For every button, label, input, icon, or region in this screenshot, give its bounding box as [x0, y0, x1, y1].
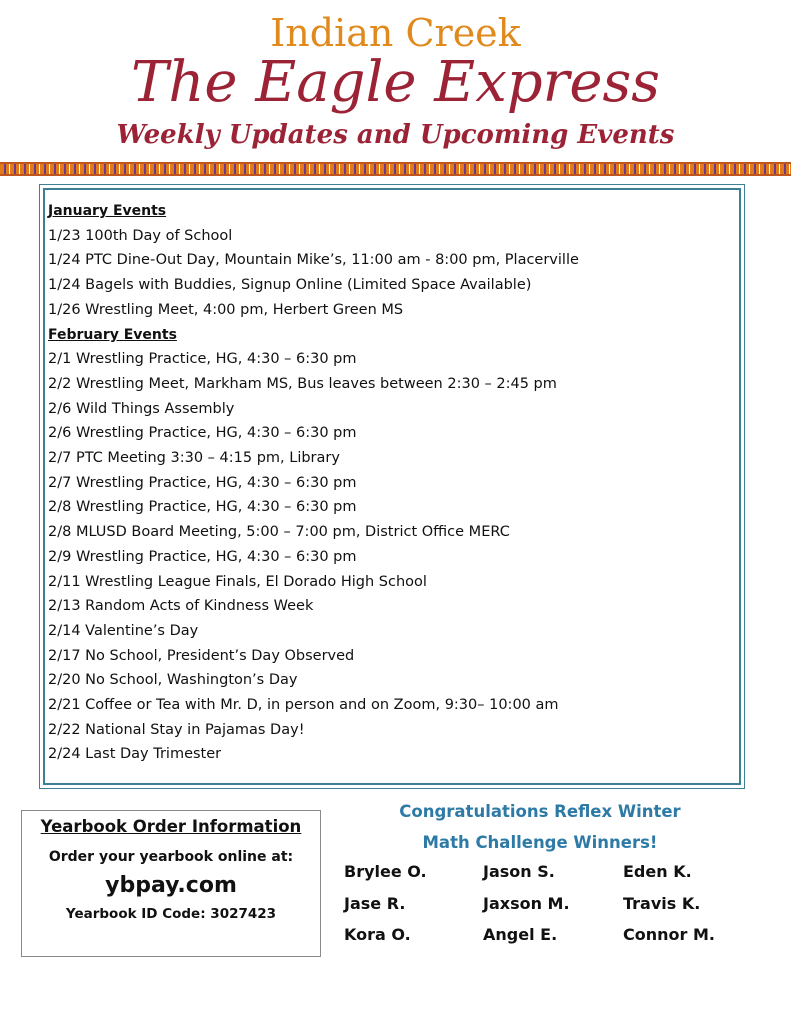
- yearbook-instruction: Order your yearbook online at:: [48, 849, 294, 865]
- congrats-line-1: Congratulations Reflex Winter: [399, 802, 681, 821]
- event-item: 1/24 PTC Dine-Out Day, Mountain Mike’s, 11:00 am - 8:00 pm, Placerville: [48, 252, 579, 269]
- events-section-heading: February Events: [48, 326, 177, 343]
- newsletter-title: The Eagle Express: [130, 50, 661, 115]
- event-item: 1/23 100th Day of School: [48, 227, 233, 244]
- event-item: 2/6 Wild Things Assembly: [48, 400, 235, 417]
- congrats-heading: [330, 796, 750, 858]
- events-box: [39, 184, 745, 789]
- event-item: 2/11 Wrestling League Finals, El Dorado High School: [48, 573, 427, 590]
- winners-grid: [344, 856, 764, 951]
- event-item: 2/22 National Stay in Pajamas Day!: [48, 721, 305, 738]
- winner-name: Connor M.: [623, 925, 715, 944]
- yearbook-title: Yearbook Order Information: [40, 817, 302, 836]
- event-item: 2/21 Coffee or Tea with Mr. D, in person and on Zoom, 9:30– 10:00 am: [48, 697, 559, 714]
- event-item: 1/24 Bagels with Buddies, Signup Online (Limited Space Available): [48, 277, 532, 294]
- winner-name: Eden K.: [623, 862, 692, 881]
- congrats-line-2: Math Challenge Winners!: [422, 833, 658, 852]
- yearbook-website-link[interactable]: ybpay.com: [105, 873, 237, 898]
- decorative-stripe-divider: [0, 162, 791, 176]
- yearbook-id-code: Yearbook ID Code: 3027423: [65, 906, 277, 922]
- event-item: 2/8 Wrestling Practice, HG, 4:30 – 6:30 pm: [48, 499, 357, 516]
- winner-name: Jaxson M.: [483, 893, 570, 913]
- event-item: 2/8 MLUSD Board Meeting, 5:00 – 7:00 pm, District Office MERC: [48, 524, 510, 541]
- events-list: [48, 199, 579, 767]
- winner-name: Travis K.: [623, 893, 701, 913]
- event-item: 2/13 Random Acts of Kindness Week: [48, 598, 314, 615]
- event-item: 2/20 No School, Washington’s Day: [48, 672, 298, 689]
- winner-name: Jase R.: [344, 893, 406, 913]
- event-item: 2/14 Valentine’s Day: [48, 622, 199, 639]
- school-name: Indian Creek: [270, 11, 521, 55]
- event-item: 2/7 Wrestling Practice, HG, 4:30 – 6:30 pm: [48, 474, 357, 491]
- event-item: 2/9 Wrestling Practice, HG, 4:30 – 6:30 pm: [48, 548, 357, 565]
- winner-name: Brylee O.: [344, 862, 427, 881]
- newsletter-subtitle: Weekly Updates and Upcoming Events: [116, 120, 675, 150]
- event-item: 1/26 Wrestling Meet, 4:00 pm, Herbert Green MS: [48, 301, 404, 318]
- event-item: 2/2 Wrestling Meet, Markham MS, Bus leaves between 2:30 – 2:45 pm: [48, 375, 557, 392]
- event-item: 2/6 Wrestling Practice, HG, 4:30 – 6:30 pm: [48, 425, 357, 442]
- events-section-heading: January Events: [48, 203, 167, 219]
- winner-name: Angel E.: [483, 925, 558, 944]
- event-item: 2/24 Last Day Trimester: [48, 746, 222, 763]
- event-item: 2/7 PTC Meeting 3:30 – 4:15 pm, Library: [48, 450, 340, 467]
- event-item: 2/1 Wrestling Practice, HG, 4:30 – 6:30 pm: [48, 351, 357, 368]
- yearbook-info-box: [21, 810, 321, 957]
- event-item: 2/17 No School, President’s Day Observed: [48, 647, 355, 664]
- winner-name: Kora O.: [344, 925, 411, 944]
- winner-name: Jason S.: [483, 862, 555, 881]
